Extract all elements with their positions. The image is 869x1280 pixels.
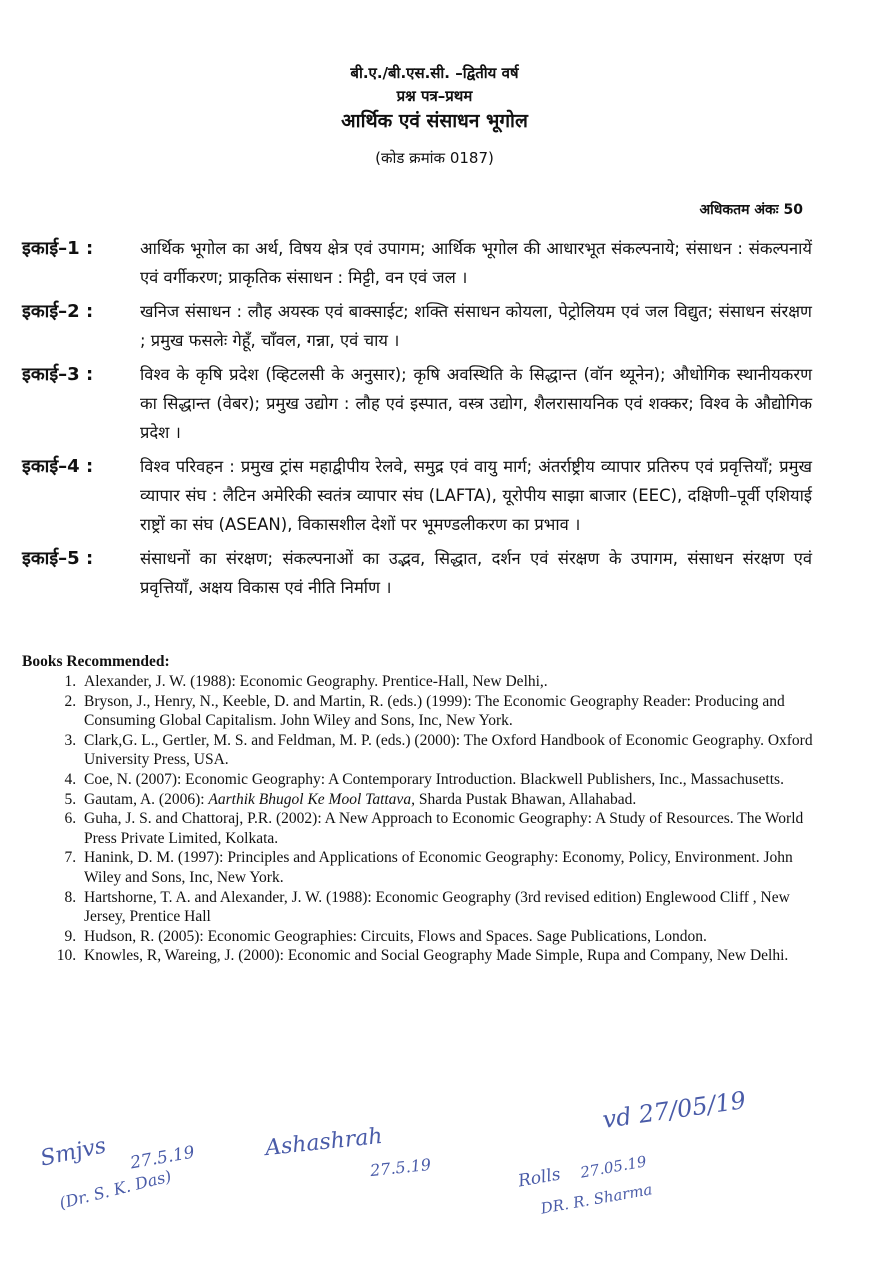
book-item: 6. Guha, J. S. and Chattoraj, P.R. (2002): A New Approach to Economic Geography: A Study of Resources. The World Press Private Limited, Kolkata. bbox=[80, 809, 822, 848]
book-item: 7. Hanink, D. M. (1997): Principles and Applications of Economic Geography: Economy, Policy, Environment. John Wiley and Sons, Inc, New York. bbox=[80, 848, 822, 887]
unit-text: विश्व परिवहन : प्रमुख ट्रांस महाद्वीपीय रेलवे, समुद्र एवं वायु मार्ग; अंतर्राष्ट्रीय व्यापार प्रतिरुप एवं प्रवृत्तियाँ; प्रमुख व्यापार संघ : लैटिन अमेरिकी स्वतंत्र व्यापार संघ (LAFTA), यूरोपीय साझा बाजार (EEC), दक्षिणी–पूर्वी एशियाई राष्ट्रों का संघ (ASEAN), विकासशील देशों पर भूमण्डलीकरण का प्रभाव । bbox=[140, 457, 813, 534]
unit-label: इकाई–4 : bbox=[22, 456, 94, 477]
books-heading: Books Recommended: bbox=[22, 653, 170, 670]
unit-4 bbox=[22, 452, 812, 539]
unit-1 bbox=[22, 234, 812, 292]
book-title-italic: Aarthik Bhugol Ke Mool Tattava, bbox=[208, 790, 415, 808]
book-publisher: Sharda Pustak Bhawan, Allahabad. bbox=[414, 790, 637, 808]
unit-label: इकाई–2 : bbox=[22, 301, 94, 322]
unit-text: खनिज संसाधन : लौह अयस्क एवं बाक्साईट; शक्ति संसाधन कोयला, पेट्रोलियम एवं जल विद्युत; संसाधन संरक्षण ; प्रमुख फसलेः गेहूँ, चाँवल, गन्ना, एवं चाय । bbox=[140, 302, 812, 350]
signature-2: Ashashrah bbox=[264, 1123, 384, 1162]
book-item: 1. Alexander, J. W. (1988): Economic Geography. Prentice-Hall, New Delhi,. bbox=[80, 672, 822, 692]
signature-3: vd 27/05/19 bbox=[600, 1086, 748, 1134]
units-list bbox=[22, 234, 812, 607]
unit-text: संसाधनों का संरक्षण; संकल्पनाओं का उद्भव, सिद्धात, दर्शन एवं संरक्षण के उपागम, संसाधन संरक्षण एवं प्रवृत्तियाँ, अक्षय विकास एवं नीति निर्माण । bbox=[140, 549, 812, 597]
book-author: Gautam, A. (2006): bbox=[84, 790, 209, 808]
book-item: 10. Knowles, R, Wareing, J. (2000): Economic and Social Geography Made Simple, Rupa and Company, New Delhi. bbox=[80, 946, 822, 966]
document-header bbox=[0, 62, 869, 168]
unit-2 bbox=[22, 297, 812, 355]
paper-title: प्रश्न पत्र–प्रथम bbox=[396, 87, 473, 105]
course-code: (कोड क्रमांक 0187) bbox=[375, 149, 494, 167]
unit-5 bbox=[22, 544, 812, 602]
signature-1-note: (Dr. S. K. Das) bbox=[57, 1166, 174, 1213]
max-marks: अधिकतम अंकः 50 bbox=[699, 202, 803, 218]
signature-4-note: DR. R. Sharma bbox=[539, 1180, 654, 1218]
book-item bbox=[80, 790, 822, 810]
subject-title: आर्थिक एवं संसाधन भूगोल bbox=[341, 110, 528, 132]
book-item: 8. Hartshorne, T. A. and Alexander, J. W. (1988): Economic Geography (3rd revised edition) Englewood Cliff , New Jersey, Prentice Hall bbox=[80, 888, 822, 927]
book-item: 9. Hudson, R. (2005): Economic Geographies: Circuits, Flows and Spaces. Sage Publications, London. bbox=[80, 927, 822, 947]
book-item: 4. Coe, N. (2007): Economic Geography: A Contemporary Introduction. Blackwell Publishers, Inc., Massachusetts. bbox=[80, 770, 822, 790]
unit-label: इकाई–3 : bbox=[22, 364, 94, 385]
unit-label: इकाई–1 : bbox=[22, 238, 94, 259]
signature-2-date: 27.5.19 bbox=[369, 1154, 432, 1181]
signature-1-date: 27.5.19 bbox=[128, 1142, 197, 1174]
book-item: 3. Clark,G. L., Gertler, M. S. and Feldman, M. P. (eds.) (2000): The Oxford Handbook of Economic Geography. Oxford University Press, USA. bbox=[80, 731, 822, 770]
signature-4: Rolls bbox=[516, 1164, 563, 1192]
unit-3 bbox=[22, 360, 812, 447]
book-list bbox=[22, 672, 822, 966]
signature-4-date: 27.05.19 bbox=[578, 1152, 648, 1182]
book-item: 2. Bryson, J., Henry, N., Keeble, D. and Martin, R. (eds.) (1999): The Economic Geography Reader: Producing and Consuming Global Capitalism. John Wiley and Sons, Inc, New York. bbox=[80, 692, 822, 731]
unit-text: विश्व के कृषि प्रदेश (व्हिटलसी के अनुसार); कृषि अवस्थिति के सिद्धान्त (वॉन थ्यूनेन); औधोगिक स्थानीयकरण का सिद्धान्त (वेबर); प्रमुख उद्योग : लौह एवं इस्पात, वस्त्र उद्योग, शैलरासायनिक एवं शक्कर; विश्व के औद्योगिक प्रदेश । bbox=[140, 365, 812, 442]
books-section bbox=[22, 652, 822, 966]
unit-text: आर्थिक भूगोल का अर्थ, विषय क्षेत्र एवं उपागम; आर्थिक भूगोल की आधारभूत संकल्पनाये; संसाधन : संकल्पनायें एवं वर्गीकरण; प्राकृतिक संसाधन : मिट्टी, वन एवं जल । bbox=[140, 239, 812, 287]
course-title: बी.ए./बी.एस.सी. –द्वितीय वर्ष bbox=[350, 64, 519, 82]
unit-label: इकाई–5 : bbox=[22, 548, 94, 569]
signature-1: Smjvs bbox=[38, 1133, 109, 1172]
